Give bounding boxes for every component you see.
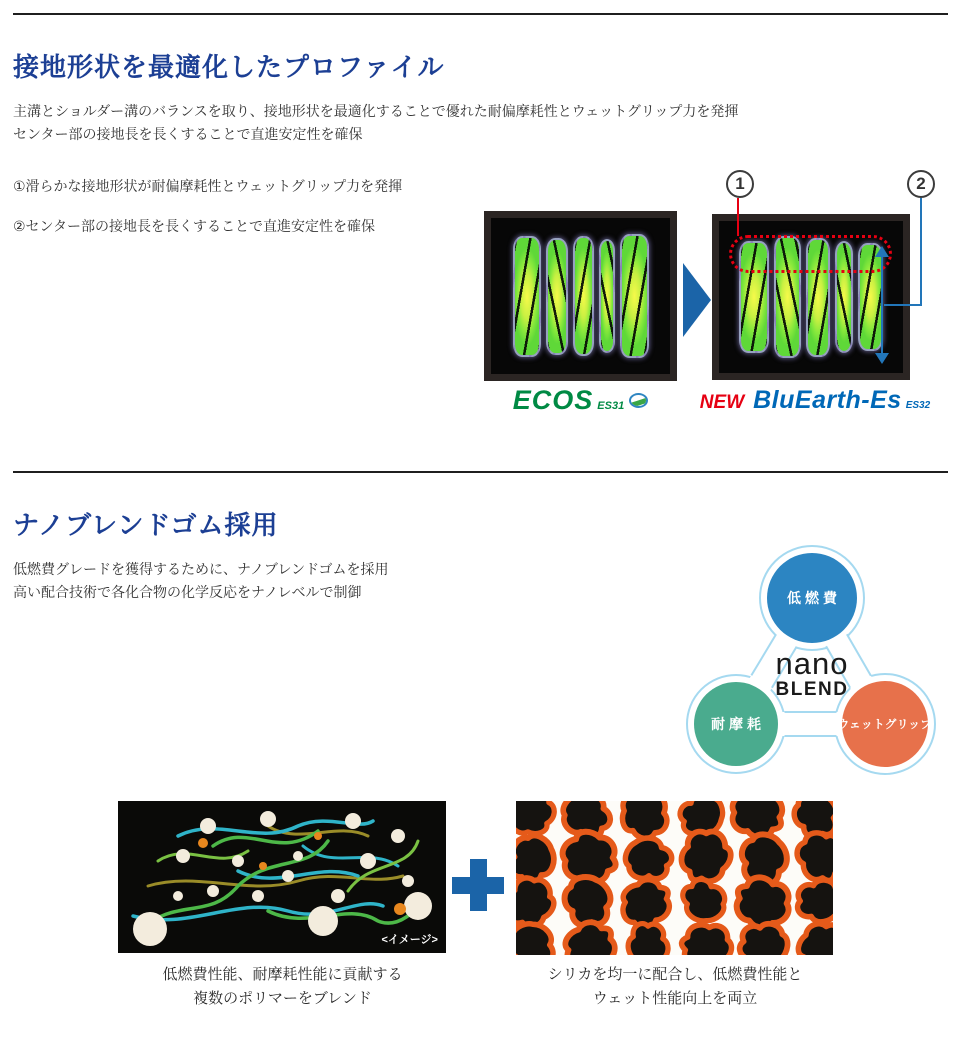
ecos-contact-patch-image [484,211,677,381]
silica-dispersion-image [516,801,833,955]
polymer-blend-image [118,801,446,953]
intro-line: センター部の接地長を長くすることで直進安定性を確保 [13,126,363,142]
silica-caption [495,963,855,1011]
new-tag-text: NEW [699,392,745,413]
ecos-brand-text: ECOS [512,385,594,415]
caption-line: シリカを均一に配合し、低燃費性能と [547,966,803,983]
intro-line: 主溝とショルダー溝のバランスを取り、接地形状を最適化することで優れた耐偏摩耗性とウェットグリップ力を発揮 [13,103,739,119]
tread-rib [620,234,649,358]
wet-grip-label: ウェットグリップ [837,719,933,731]
marker-2-leader-line [884,304,922,306]
blend-text: BLEND [775,679,849,700]
fuel-efficiency-circle [767,553,857,643]
section-divider [13,13,948,15]
marker-1-number: 1 [735,174,745,193]
point-2: ②センター部の接地長を長くすることで直進安定性を確保 [13,218,375,234]
nano-text: nano [775,646,849,681]
section2-intro [13,558,389,604]
bluearth-model-text: ES32 [905,400,931,411]
contact-shape-highlight [729,235,892,273]
ecos-model-text: ES31 [597,400,625,412]
nano-blend-diagram [680,545,950,785]
tread-rib [599,239,615,353]
arrow-head-down [875,353,889,364]
section1-intro [13,100,738,146]
image-tag-label: <イメージ> [381,934,438,946]
wear-resistance-label: 耐摩耗 [711,716,765,732]
fuel-efficiency-label: 低燃費 [787,590,841,606]
ecos-logo [484,385,677,416]
tread-rib [513,236,541,357]
marker-1-leader-line [737,198,739,236]
intro-line: 高い配合技術で各化合物の化学反応をナノレベルで制御 [13,584,362,600]
bluearth-brand-text: BluEarth-Es [753,386,902,414]
silica-dispersion-art [516,801,833,955]
caption-line: 複数のポリマーをブレンド [193,990,372,1007]
intro-line: 低燃費グレードを獲得するために、ナノブレンドゴムを採用 [13,561,389,577]
marker-2-number: 2 [916,174,926,193]
arrow-shaft [881,254,883,356]
caption-line: ウェット性能向上を両立 [592,990,758,1007]
circled-2-marker [907,170,935,198]
transition-arrow-icon [683,263,711,337]
circled-1-marker [726,170,754,198]
tread-rib [546,238,568,355]
marker-2-leader-line [920,198,922,306]
caption-line: 低燃費性能、耐摩耗性能に貢献する [162,966,403,983]
polymer-caption [100,963,465,1011]
tread-rib [573,236,594,356]
contact-length-arrow-icon [875,246,889,364]
section-divider [13,471,948,473]
bluearth-logo [690,386,940,415]
point-1: ①滑らかな接地形状が耐偏摩耗性とウェットグリップ力を発揮 [13,178,403,194]
section1-title: 接地形状を最適化したプロファイル [13,52,445,83]
nano-blend-wordmark [762,648,862,699]
eco-mark-icon [629,393,648,408]
plus-icon [452,859,504,911]
section2-title: ナノブレンドゴム採用 [13,510,279,541]
